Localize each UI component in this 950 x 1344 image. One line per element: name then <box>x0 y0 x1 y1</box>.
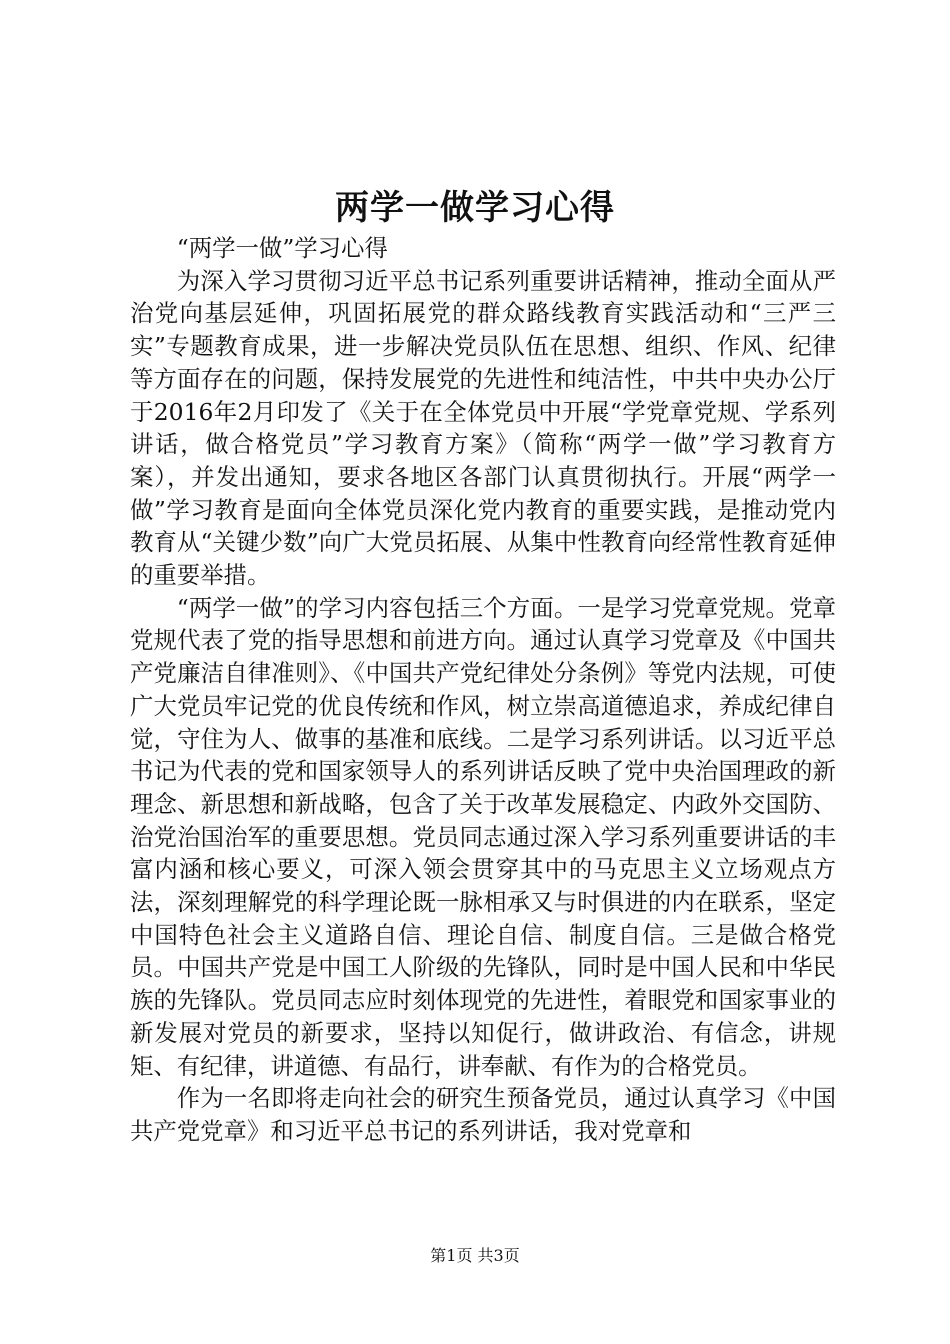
paragraph-content: “两学一做”的学习内容包括三个方面。一是学习党章党规。党章党规代表了党的指导思想和前进方向。通过认真学习党章及《中国共产党廉洁自律准则》、《中国共产党纪律处分条例》等党内法规，可使广大党员牢记党的优良传统和作风，树立崇高道德追求，养成纪律自觉，守住为人、做事的基准和底线。二是学习系列讲话。以习近平总书记为代表的党和国家领导人的系列讲话反映了党中央治国理政的新理念、新思想和新战略，包含了关于改革发展稳定、内政外交国防、治党治国治军的重要思想。党员同志通过深入学习系列重要讲话的丰富内涵和核心要义，可深入领会贯穿其中的马克思主义立场观点方法，深刻理解党的科学理论既一脉相承又与时俱进的内在联系，坚定中国特色社会主义道路自信、理论自信、制度自信。三是做合格党员。中国共产党是中国工人阶级的先锋队，同时是中国人民和中华民族的先锋队。党员同志应时刻体现党的先进性，着眼党和国家事业的新发展对党员的新要求，坚持以知促行，做讲政治、有信念，讲规矩、有纪律，讲道德、有品行，讲奉献、有作为的合格党员。 <box>130 593 836 1080</box>
document-body <box>130 232 836 1148</box>
document-subtitle: “两学一做”学习心得 <box>176 234 388 262</box>
document-title: 两学一做学习心得 <box>335 188 615 228</box>
page-footer: 第1页 共3页 <box>430 1246 520 1265</box>
paragraph-intro: 为深入学习贯彻习近平总书记系列重要讲话精神，推动全面从严治党向基层延伸，巩固拓展党的群众路线教育实践活动和“三严三实”专题教育成果，进一步解决党员队伍在思想、组织、作风、纪律等方面存在的问题，保持发展党的先进性和纯洁性，中共中央办公厅于2016年2月印发了《关于在全体党员中开展“学党章党规、学系列讲话，做合格党员”学习教育方案》（简称“两学一做”学习教育方案），并发出通知，要求各地区各部门认真贯彻执行。开展“两学一做”学习教育是面向全体党员深化党内教育的重要实践，是推动党内教育从“关键少数”向广大党员拓展、从集中性教育向经常性教育延伸的重要举措。 <box>130 266 836 590</box>
paragraph-reflection: 作为一名即将走向社会的研究生预备党员，通过认真学习《中国共产党党章》和习近平总书记的系列讲话，我对党章和 <box>130 1084 836 1145</box>
